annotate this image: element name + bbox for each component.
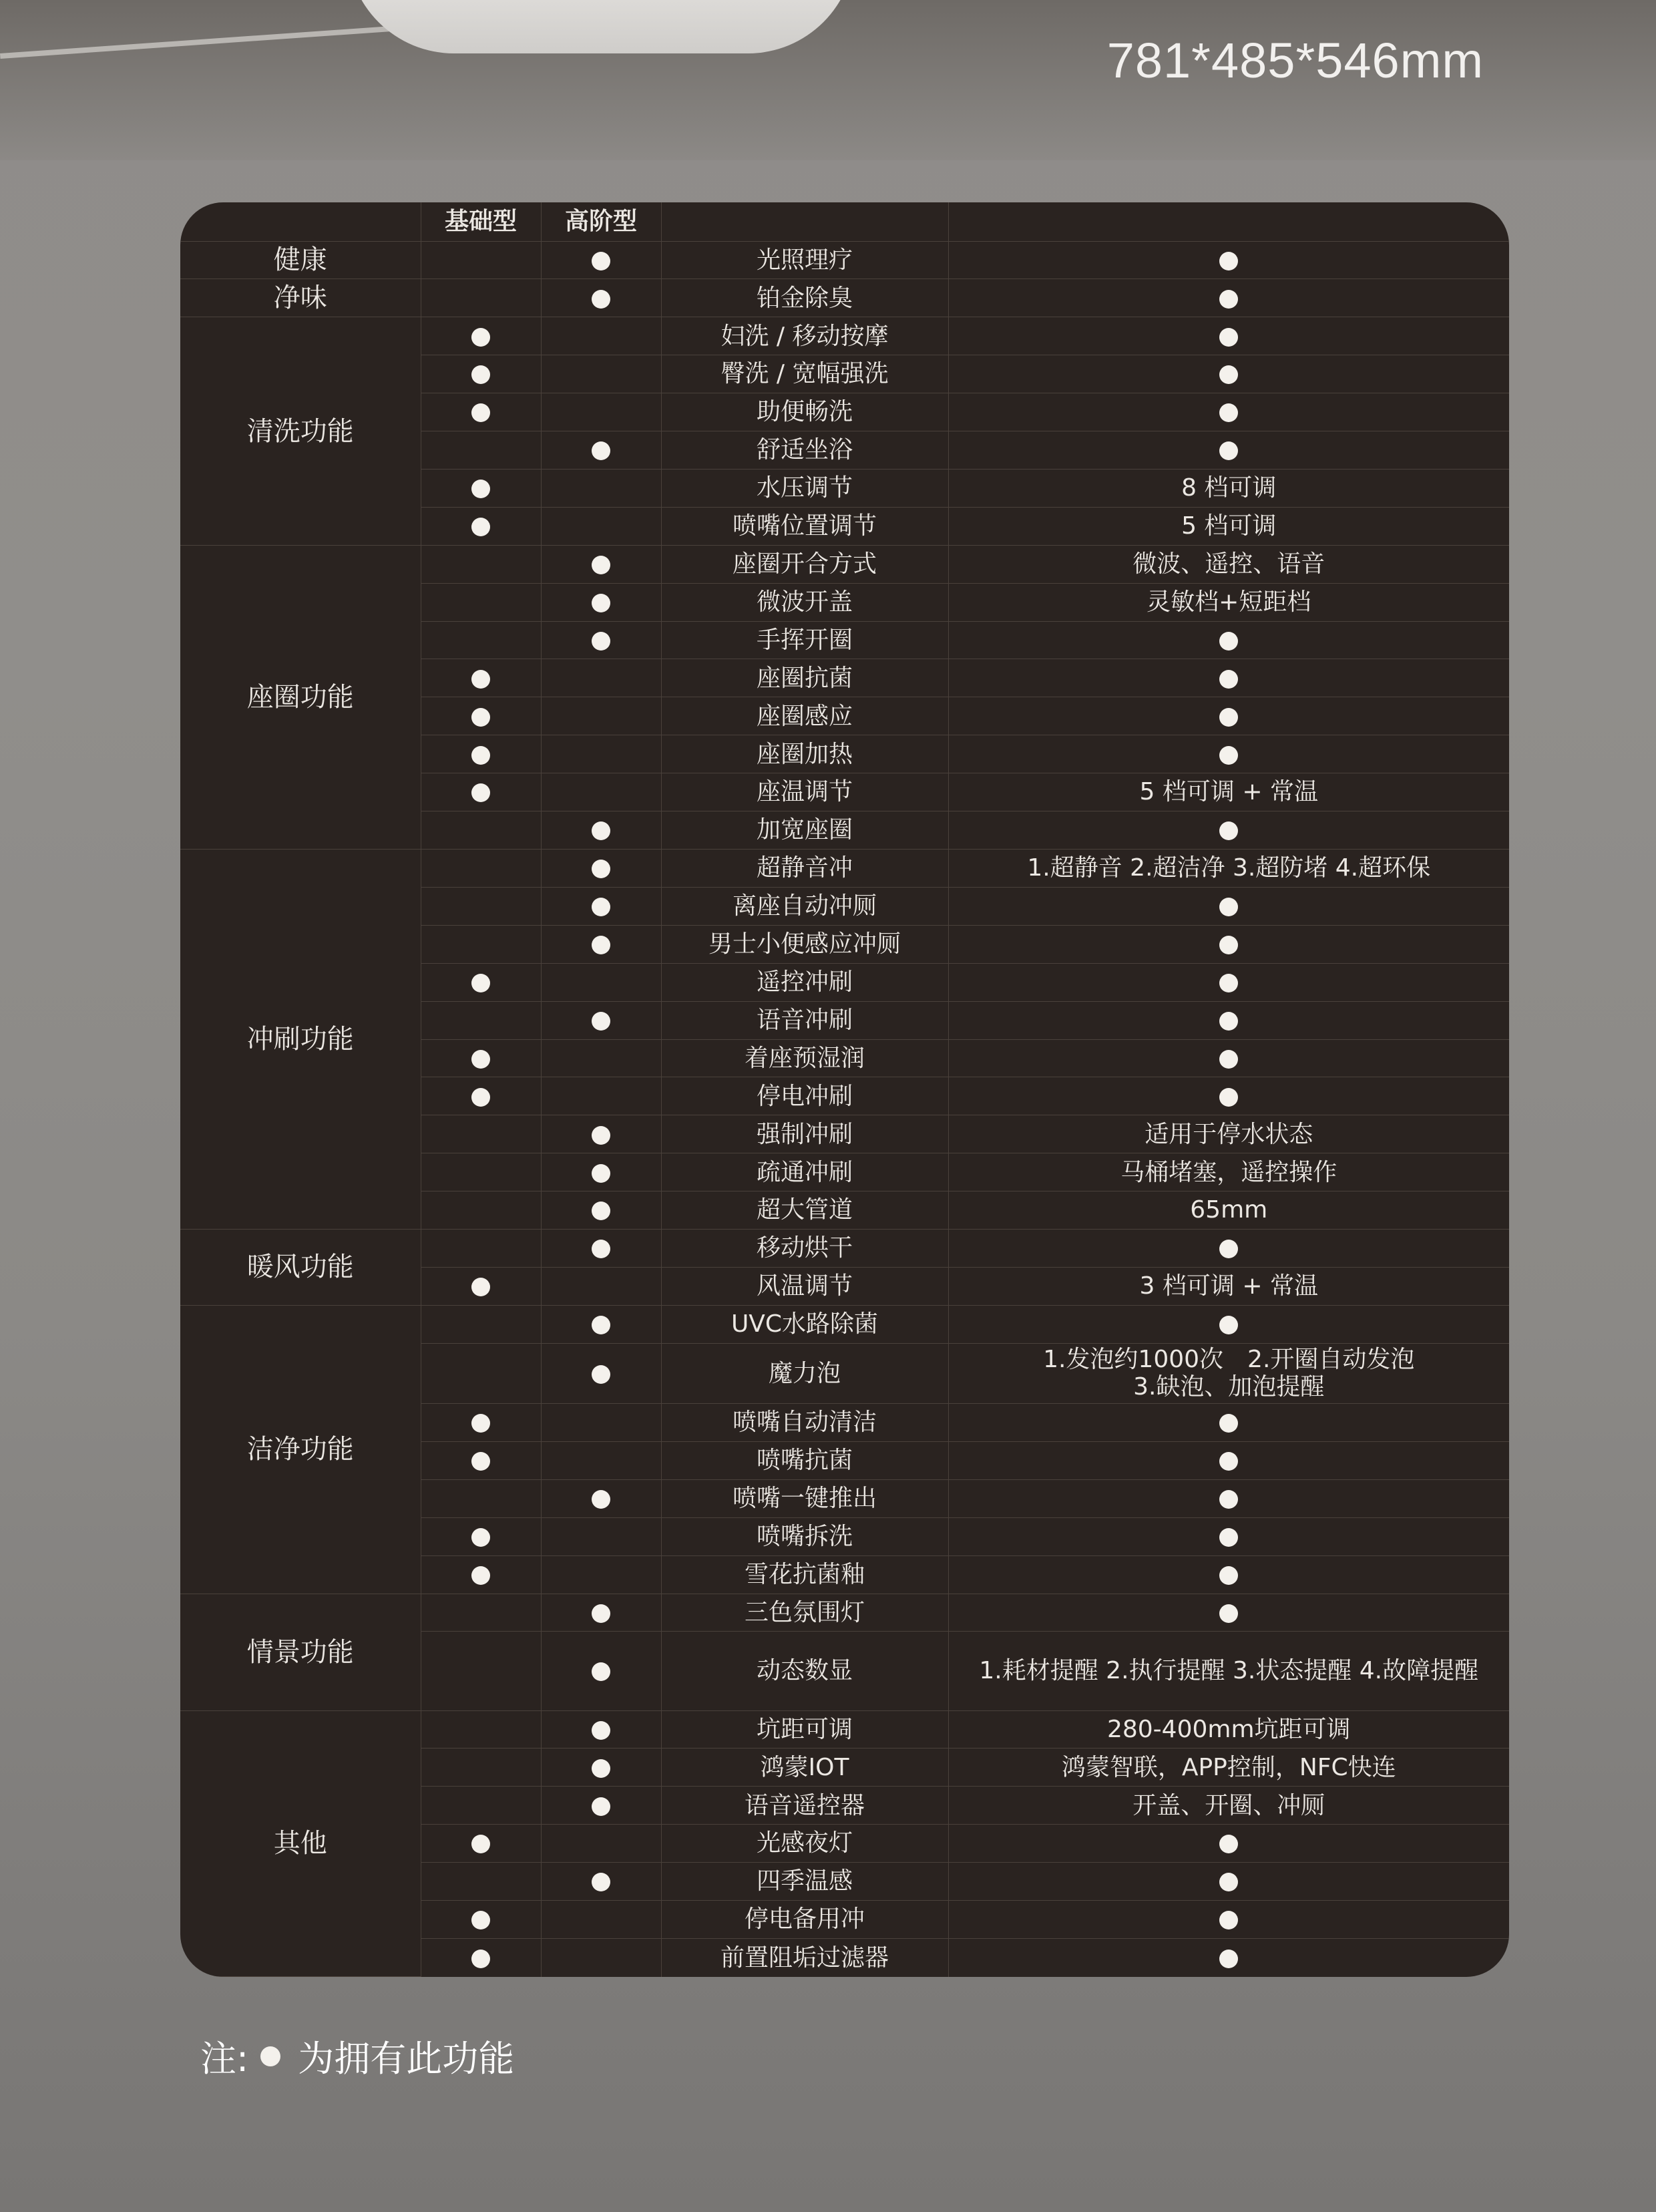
feature-name-cell: 语音冲刷 [661,1001,948,1039]
header-advanced: 高阶型 [541,202,661,241]
feature-detail-cell [948,963,1509,1001]
basic-cell [421,1115,541,1153]
feature-name-cell: 着座预湿润 [661,1039,948,1077]
note-text: 为拥有此功能 [298,2038,515,2080]
basic-cell [421,1403,541,1441]
basic-cell [421,1267,541,1305]
feature-name-cell: 雪花抗菌釉 [661,1555,948,1594]
has-feature-dot-icon [592,1662,610,1681]
advanced-cell [541,317,661,355]
basic-cell [421,697,541,735]
category-cell: 净味 [180,279,421,317]
feature-name-cell: 男士小便感应冲厕 [661,925,948,963]
category-cell: 其他 [180,1710,421,1976]
has-feature-dot-icon [592,1604,610,1623]
has-feature-dot-icon [471,1088,490,1107]
has-feature-dot-icon [471,365,490,384]
has-feature-dot-icon [471,480,490,498]
has-feature-dot-icon [592,556,610,574]
has-feature-dot-icon [592,252,610,270]
feature-detail-cell [948,1555,1509,1594]
has-feature-dot-icon [471,1566,490,1585]
has-feature-dot-icon [592,1365,610,1384]
feature-detail-cell: 65mm [948,1191,1509,1230]
table-row [180,1305,1509,1343]
category-cell: 清洗功能 [180,317,421,545]
feature-detail-cell [948,1594,1509,1632]
feature-name-cell: 手挥开圈 [661,621,948,659]
advanced-cell [541,1115,661,1153]
has-feature-dot-icon [592,1202,610,1220]
included-dot-icon [1219,1316,1238,1334]
has-feature-dot-icon [592,1316,610,1334]
feature-detail-cell [948,1441,1509,1479]
table-row [180,317,1509,355]
advanced-cell [541,1825,661,1863]
advanced-cell [541,355,661,393]
feature-detail-cell: 5 档可调 [948,507,1509,545]
feature-name-cell: 座圈加热 [661,735,948,773]
feature-name-cell: 舒适坐浴 [661,431,948,470]
feature-detail-cell: 8 档可调 [948,469,1509,507]
included-dot-icon [1219,898,1238,916]
table-row [180,850,1509,888]
legend-note [200,2030,514,2082]
has-feature-dot-icon [592,936,610,954]
advanced-cell [541,1343,661,1403]
has-feature-dot-icon [471,974,490,992]
basic-cell [421,431,541,470]
feature-detail-cell [948,317,1509,355]
advanced-cell [541,1938,661,1976]
feature-detail-cell [948,1039,1509,1077]
basic-cell [421,925,541,963]
basic-cell [421,1555,541,1594]
has-feature-dot-icon [592,1759,610,1778]
feature-detail-cell: 5 档可调 + 常温 [948,773,1509,811]
basic-cell [421,1748,541,1787]
advanced-cell [541,1863,661,1901]
basic-cell [421,850,541,888]
feature-detail-cell: 适用于停水状态 [948,1115,1509,1153]
included-dot-icon [1219,290,1238,309]
included-dot-icon [1219,1528,1238,1547]
basic-cell [421,1441,541,1479]
feature-detail-cell [948,1863,1509,1901]
basic-cell [421,811,541,850]
feature-detail-cell: 280-400mm坑距可调 [948,1710,1509,1748]
feature-name-cell: 座温调节 [661,773,948,811]
advanced-cell [541,583,661,621]
advanced-cell [541,850,661,888]
advanced-cell [541,735,661,773]
basic-cell [421,507,541,545]
has-feature-dot-icon [592,1126,610,1145]
has-feature-dot-icon [592,1721,610,1740]
has-feature-dot-icon [471,1835,490,1853]
category-cell: 座圈功能 [180,545,421,849]
basic-cell [421,545,541,583]
basic-cell [421,241,541,279]
feature-detail-cell [948,697,1509,735]
table-header-row [180,202,1509,241]
feature-name-cell: 前置阻垢过滤器 [661,1938,948,1976]
advanced-cell [541,925,661,963]
included-dot-icon [1219,1050,1238,1069]
has-feature-dot-icon [471,670,490,689]
spec-table [180,202,1509,1977]
basic-cell [421,1901,541,1939]
feature-detail-cell: 灵敏档+短距档 [948,583,1509,621]
product-dimensions: 781*485*546mm [1106,33,1484,88]
advanced-cell [541,431,661,470]
included-dot-icon [1219,1566,1238,1585]
feature-detail-cell: 微波、遥控、语音 [948,545,1509,583]
included-dot-icon [1219,1873,1238,1891]
feature-detail-cell [948,925,1509,963]
feature-detail-cell: 鸿蒙智联，APP控制，NFC快连 [948,1748,1509,1787]
advanced-cell [541,279,661,317]
advanced-cell [541,1403,661,1441]
advanced-cell [541,659,661,697]
feature-name-cell: 语音遥控器 [661,1787,948,1825]
bullet-dot-icon [260,2046,280,2066]
feature-name-cell: 助便畅洗 [661,393,948,431]
has-feature-dot-icon [592,632,610,651]
advanced-cell [541,1001,661,1039]
feature-detail-cell: 马桶堵塞，遥控操作 [948,1153,1509,1191]
has-feature-dot-icon [471,708,490,727]
feature-name-cell: 鸿蒙IOT [661,1748,948,1787]
included-dot-icon [1219,252,1238,270]
spec-table-body [180,241,1509,1977]
included-dot-icon [1219,1088,1238,1107]
feature-detail-cell: 开盖、开圈、冲厕 [948,1787,1509,1825]
advanced-cell [541,697,661,735]
basic-cell [421,1039,541,1077]
category-cell: 健康 [180,241,421,279]
feature-detail-cell [948,1517,1509,1555]
included-dot-icon [1219,1012,1238,1031]
feature-name-cell: 喷嘴拆洗 [661,1517,948,1555]
basic-cell [421,279,541,317]
feature-name-cell: 喷嘴自动清洁 [661,1403,948,1441]
advanced-cell [541,1517,661,1555]
feature-detail-cell [948,1077,1509,1115]
feature-name-cell: 坑距可调 [661,1710,948,1748]
feature-detail-cell [948,1901,1509,1939]
has-feature-dot-icon [592,1012,610,1031]
category-cell: 洁净功能 [180,1305,421,1594]
feature-name-cell: 妇洗 / 移动按摩 [661,317,948,355]
basic-cell [421,1787,541,1825]
note-prefix: 注: [200,2038,249,2080]
has-feature-dot-icon [471,1528,490,1547]
basic-cell [421,1479,541,1517]
advanced-cell [541,1077,661,1115]
feature-name-cell: UVC水路除菌 [661,1305,948,1343]
has-feature-dot-icon [592,1873,610,1891]
advanced-cell [541,887,661,925]
basic-cell [421,1632,541,1710]
feature-detail-cell [948,1403,1509,1441]
advanced-cell [541,1555,661,1594]
basic-cell [421,963,541,1001]
category-cell: 情景功能 [180,1594,421,1710]
table-row [180,1594,1509,1632]
has-feature-dot-icon [471,1950,490,1968]
feature-name-cell: 座圈感应 [661,697,948,735]
has-feature-dot-icon [592,860,610,878]
has-feature-dot-icon [592,898,610,916]
advanced-cell [541,507,661,545]
included-dot-icon [1219,746,1238,765]
feature-name-cell: 超静音冲 [661,850,948,888]
included-dot-icon [1219,1911,1238,1929]
included-dot-icon [1219,1490,1238,1509]
basic-cell [421,735,541,773]
advanced-cell [541,1901,661,1939]
included-dot-icon [1219,708,1238,727]
feature-detail-cell: 1.超静音 2.超洁净 3.超防堵 4.超环保 [948,850,1509,888]
advanced-cell [541,811,661,850]
included-dot-icon [1219,365,1238,384]
included-dot-icon [1219,821,1238,840]
basic-cell [421,1517,541,1555]
included-dot-icon [1219,670,1238,689]
header-basic: 基础型 [421,202,541,241]
has-feature-dot-icon [592,1797,610,1816]
feature-detail-cell [948,431,1509,470]
basic-cell [421,1863,541,1901]
feature-name-cell: 加宽座圈 [661,811,948,850]
feature-detail-cell [948,1938,1509,1976]
feature-detail-cell [948,621,1509,659]
has-feature-dot-icon [471,783,490,802]
advanced-cell [541,1230,661,1268]
included-dot-icon [1219,1604,1238,1623]
basic-cell [421,1001,541,1039]
advanced-cell [541,963,661,1001]
advanced-cell [541,1748,661,1787]
advanced-cell [541,469,661,507]
has-feature-dot-icon [471,746,490,765]
feature-name-cell: 移动烘干 [661,1230,948,1268]
feature-detail-cell [948,279,1509,317]
included-dot-icon [1219,1452,1238,1471]
advanced-cell [541,393,661,431]
feature-name-cell: 微波开盖 [661,583,948,621]
included-dot-icon [1219,441,1238,460]
advanced-cell [541,1479,661,1517]
has-feature-dot-icon [592,441,610,460]
has-feature-dot-icon [471,1278,490,1296]
advanced-cell [541,1039,661,1077]
feature-detail-cell [948,241,1509,279]
has-feature-dot-icon [592,821,610,840]
basic-cell [421,393,541,431]
feature-detail-cell [948,1230,1509,1268]
feature-detail-cell: 1.耗材提醒 2.执行提醒 3.状态提醒 4.故障提醒 [948,1632,1509,1710]
feature-name-cell: 喷嘴抗菌 [661,1441,948,1479]
basic-cell [421,1305,541,1343]
basic-cell [421,355,541,393]
advanced-cell [541,1267,661,1305]
advanced-cell [541,1632,661,1710]
feature-name-cell: 魔力泡 [661,1343,948,1403]
feature-detail-cell [948,1001,1509,1039]
included-dot-icon [1219,328,1238,347]
feature-name-cell: 臀洗 / 宽幅强洗 [661,355,948,393]
feature-detail-cell: 3 档可调 + 常温 [948,1267,1509,1305]
basic-cell [421,887,541,925]
table-row [180,545,1509,583]
table-row [180,279,1509,317]
header-category [180,202,421,241]
feature-detail-cell [948,811,1509,850]
basic-cell [421,1343,541,1403]
included-dot-icon [1219,1950,1238,1968]
has-feature-dot-icon [592,594,610,612]
feature-name-cell: 四季温感 [661,1863,948,1901]
has-feature-dot-icon [592,1240,610,1258]
basic-cell [421,621,541,659]
has-feature-dot-icon [592,290,610,309]
feature-name-cell: 停电备用冲 [661,1901,948,1939]
advanced-cell [541,545,661,583]
feature-name-cell: 光感夜灯 [661,1825,948,1863]
feature-detail-cell [948,1479,1509,1517]
product-photo-toilet [347,0,855,53]
feature-detail-cell [948,1825,1509,1863]
has-feature-dot-icon [471,1414,490,1433]
basic-cell [421,1594,541,1632]
feature-name-cell: 疏通冲刷 [661,1153,948,1191]
feature-detail-cell [948,393,1509,431]
included-dot-icon [1219,632,1238,651]
advanced-cell [541,241,661,279]
feature-name-cell: 光照理疗 [661,241,948,279]
has-feature-dot-icon [471,1452,490,1471]
basic-cell [421,469,541,507]
included-dot-icon [1219,403,1238,422]
advanced-cell [541,1441,661,1479]
included-dot-icon [1219,1414,1238,1433]
has-feature-dot-icon [471,1050,490,1069]
feature-detail-cell [948,887,1509,925]
feature-name-cell: 动态数显 [661,1632,948,1710]
basic-cell [421,1938,541,1976]
included-dot-icon [1219,974,1238,992]
table-row [180,1230,1509,1268]
feature-name-cell: 三色氛围灯 [661,1594,948,1632]
feature-detail-cell [948,355,1509,393]
feature-name-cell: 强制冲刷 [661,1115,948,1153]
feature-name-cell: 水压调节 [661,469,948,507]
basic-cell [421,1191,541,1230]
feature-name-cell: 喷嘴位置调节 [661,507,948,545]
table-row [180,241,1509,279]
basic-cell [421,583,541,621]
has-feature-dot-icon [471,328,490,347]
feature-name-cell: 离座自动冲厕 [661,887,948,925]
feature-name-cell: 风温调节 [661,1267,948,1305]
header-detail [948,202,1509,241]
has-feature-dot-icon [471,518,490,536]
feature-detail-cell [948,735,1509,773]
has-feature-dot-icon [471,1911,490,1929]
feature-detail-cell: 1.发泡约1000次 2.开圈自动发泡 3.缺泡、加泡提醒 [948,1343,1509,1403]
feature-name-cell: 超大管道 [661,1191,948,1230]
advanced-cell [541,1594,661,1632]
advanced-cell [541,1153,661,1191]
feature-name-cell: 座圈开合方式 [661,545,948,583]
advanced-cell [541,1305,661,1343]
basic-cell [421,773,541,811]
spec-table-card [180,202,1509,1977]
feature-name-cell: 遥控冲刷 [661,963,948,1001]
feature-name-cell: 座圈抗菌 [661,659,948,697]
basic-cell [421,1710,541,1748]
feature-detail-cell [948,659,1509,697]
included-dot-icon [1219,936,1238,954]
has-feature-dot-icon [471,403,490,422]
advanced-cell [541,1191,661,1230]
feature-detail-cell [948,1305,1509,1343]
basic-cell [421,1825,541,1863]
basic-cell [421,1077,541,1115]
header-feature [661,202,948,241]
advanced-cell [541,1710,661,1748]
feature-name-cell: 停电冲刷 [661,1077,948,1115]
feature-name-cell: 铂金除臭 [661,279,948,317]
category-cell: 暖风功能 [180,1230,421,1306]
advanced-cell [541,621,661,659]
basic-cell [421,317,541,355]
advanced-cell [541,773,661,811]
included-dot-icon [1219,1240,1238,1258]
basic-cell [421,1153,541,1191]
has-feature-dot-icon [592,1164,610,1183]
basic-cell [421,659,541,697]
feature-name-cell: 喷嘴一键推出 [661,1479,948,1517]
table-row [180,1710,1509,1748]
has-feature-dot-icon [592,1490,610,1509]
category-cell: 冲刷功能 [180,850,421,1230]
basic-cell [421,1230,541,1268]
included-dot-icon [1219,1835,1238,1853]
advanced-cell [541,1787,661,1825]
